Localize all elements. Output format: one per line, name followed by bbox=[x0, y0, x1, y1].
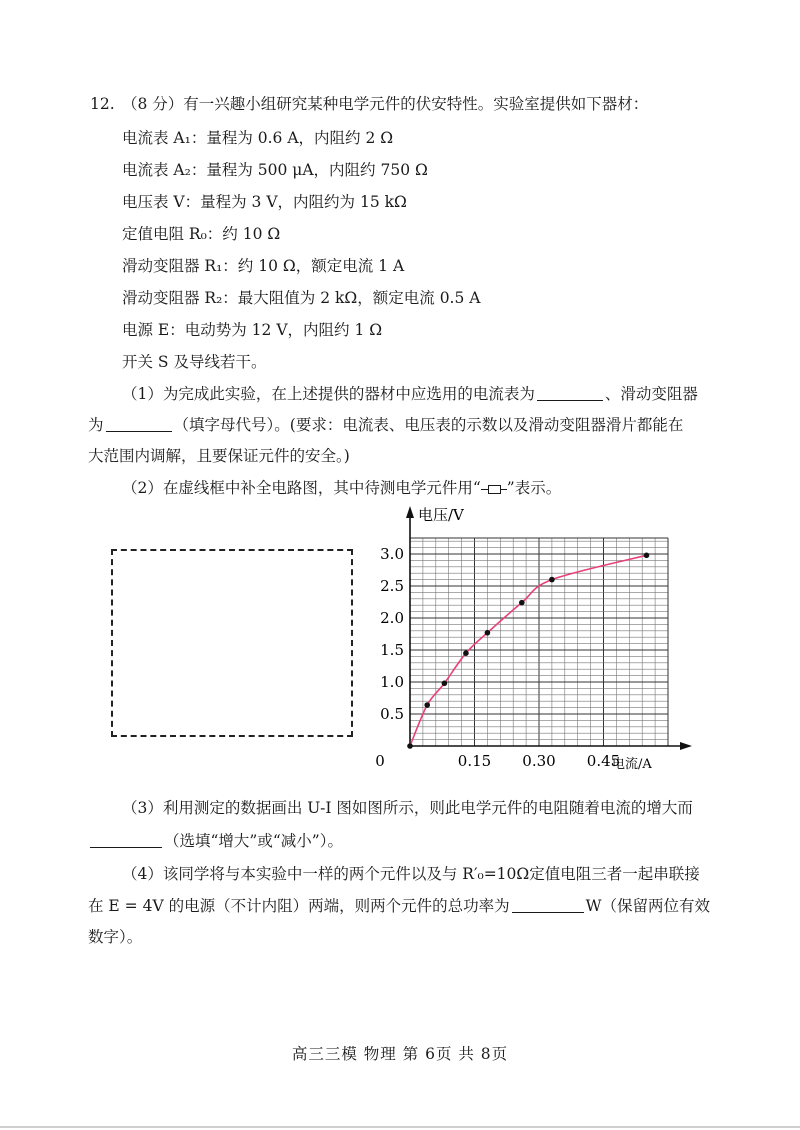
part3-text: （选填“增大”或“减小”）。 bbox=[164, 832, 343, 850]
part4-line3: 数字）。 bbox=[88, 928, 143, 946]
question-header: （8 分）有一兴趣小组研究某种电学元件的伏安特性。实验室提供如下器材： bbox=[122, 95, 649, 113]
answer-blank-trend[interactable] bbox=[90, 831, 162, 848]
data-points bbox=[407, 552, 649, 748]
equipment-item: 电源 E：电动势为 12 V，内阻约 1 Ω bbox=[122, 321, 383, 339]
x-tick-label: 0.30 bbox=[522, 752, 556, 770]
data-point bbox=[407, 743, 413, 749]
y-tick-label: 2.5 bbox=[380, 577, 404, 595]
part2-text-a: （2）在虚线框中补全电路图，其中待测电学元件用“ bbox=[122, 479, 481, 497]
y-axis-arrow-icon bbox=[406, 506, 414, 518]
equipment-item: 电流表 A₂：量程为 500 μA，内阻约 750 Ω bbox=[122, 161, 428, 179]
y-tick-label: 3.0 bbox=[380, 545, 404, 563]
bottom-divider bbox=[0, 1126, 800, 1128]
data-point bbox=[463, 650, 469, 656]
x-tick-label: 0.45 bbox=[586, 752, 621, 770]
data-point bbox=[549, 577, 555, 583]
x-axis-arrow-icon bbox=[680, 742, 692, 750]
part1-text-b: 、滑动变阻器 bbox=[604, 385, 698, 403]
part4-text-b: W（保留两位有效 bbox=[585, 897, 711, 915]
equipment-item: 电压表 V：量程为 3 V，内阻约为 15 kΩ bbox=[122, 193, 407, 211]
data-point bbox=[644, 552, 650, 558]
equipment-item: 滑动变阻器 R₁：约 10 Ω，额定电流 1 A bbox=[122, 257, 405, 275]
part1-text-c: 为 bbox=[88, 416, 104, 434]
y-tick-label: 1.0 bbox=[380, 673, 404, 691]
x-axis-label: 电流/A bbox=[612, 757, 652, 772]
equipment-item: 滑动变阻器 R₂：最大阻值为 2 kΩ，额定电流 0.5 A bbox=[122, 289, 481, 307]
part4-text-a: 在 E = 4V 的电源（不计内阻）两端，则两个元件的总功率为 bbox=[88, 897, 510, 915]
y-tick-label: 2.0 bbox=[380, 609, 404, 627]
equipment-item: 开关 S 及导线若干。 bbox=[122, 353, 267, 371]
part3-line1: （3）利用测定的数据画出 U-I 图如图所示，则此电学元件的电阻随着电流的增大而 bbox=[122, 799, 693, 817]
data-point bbox=[519, 600, 525, 606]
y-axis-label: 电压/V bbox=[418, 506, 464, 524]
x-tick-label: 0 bbox=[375, 752, 385, 770]
page-footer: 高三三模 物理 第 6页 共 8页 bbox=[291, 1045, 509, 1063]
x-tick-label: 0.15 bbox=[457, 752, 492, 770]
chart-grid bbox=[410, 538, 668, 746]
equipment-item: 电流表 A₁：量程为 0.6 A，内阻约 2 Ω bbox=[122, 129, 394, 147]
question-number: 12. bbox=[90, 95, 115, 113]
data-point bbox=[485, 630, 491, 636]
chart-ticks bbox=[375, 545, 620, 770]
equipment-item: 定值电阻 R₀：约 10 Ω bbox=[122, 225, 281, 243]
answer-blank-power[interactable] bbox=[512, 896, 584, 913]
y-tick-label: 1.5 bbox=[380, 641, 404, 659]
fit-curve bbox=[410, 555, 647, 746]
part1-text-d: （填字母代号）。(要求：电流表、电压表的示数以及滑动变阻器滑片都能在 bbox=[173, 416, 684, 434]
part2-text-b: ”表示。 bbox=[506, 479, 562, 497]
part4-line1: （4）该同学将与本实验中一样的两个元件以及与 R′₀=10Ω定值电阻三者一起串联接 bbox=[122, 865, 700, 883]
data-point bbox=[442, 680, 448, 686]
part1-line3: 大范围内调解，且要保证元件的安全。) bbox=[88, 447, 350, 465]
data-point bbox=[424, 702, 430, 708]
part3-line2 bbox=[88, 830, 343, 852]
y-tick-label: 0.5 bbox=[380, 705, 404, 723]
part1-text-a: （1）为完成此实验，在上述提供的器材中应选用的电流表为 bbox=[122, 385, 535, 403]
part4-line2 bbox=[88, 895, 710, 917]
